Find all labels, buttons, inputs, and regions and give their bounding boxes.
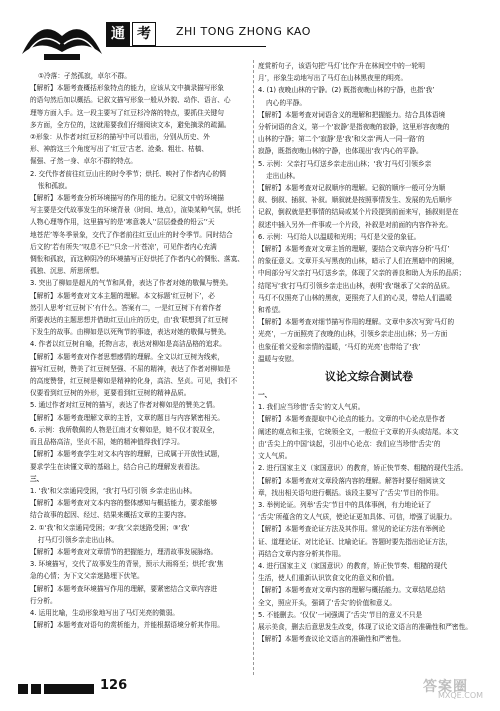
answer-line: 展示美食，删去后意思发生改变，体现了议论文语言的准确性和严密性。: [258, 622, 472, 631]
footer-bar: [44, 684, 94, 694]
answer-line: 结合故事的起因、经过、结果来概括文章的主要内容。: [30, 511, 191, 520]
watermark-logo: 答案圈: [423, 679, 468, 695]
watermark-url: MXQE.COM: [438, 691, 484, 700]
answer-line: 后文的‘若有所失’‘叹息不已’‘只余一片苍凉’，可见作者内心充满: [30, 242, 217, 251]
answer-line: ②形象：从作者对红豆杉的描写中可以看出，分别从历史、外: [30, 133, 210, 142]
answer-line: 描写红豆树，赞美了红豆树坚强、不屈的精神，表达了作者对柳如是: [30, 364, 231, 373]
answer-line: 【解析】本题考查环境描写作用的理解，要紧密结合文章内容进: [30, 584, 218, 593]
answer-line: 5. 不能删去。‘仅仅’一词强调了‘舌尖’节目的意义不只是: [258, 610, 423, 619]
answer-line: 走出山林。: [266, 171, 300, 180]
answer-line: 的语句然后加以概括。记叙文描写形象一般从外貌、动作、语言、心: [30, 96, 231, 105]
answer-line: 【解析】本题考查对细节描写作用的理解。文章中多次写到‘马灯的: [258, 318, 455, 327]
header-char: 考: [132, 22, 156, 46]
answer-line: 2. 进行国家主义（家国意识）的教育，矫正快节奏、粗糙的现代生活。: [258, 464, 468, 473]
answer-line: 马灯不仅照亮了山林的黑夜，更照亮了人们的心灵，带给人们温暖: [258, 293, 452, 302]
answer-line: 理等方面入手。这一段主要写了红豆杉冷落的特点，要抓住关键句: [30, 108, 224, 117]
answer-line: 而且品格高洁，坚贞不屈，她的精神值得我们学习。: [30, 438, 184, 447]
answer-line: 的高度赞誉，红豆树是柳如是精神的化身，高洁、坚贞。可见，我们不: [30, 377, 238, 386]
answer-line: 【解析】本题考查论证方法及其作用。常见的论证方法有举例论: [258, 525, 446, 534]
answer-line: 【解析】本题考查对文本内容的整体感知与概括能力，要求能够: [30, 499, 218, 508]
answer-line: 的象征意义。文章开头写黑夜的山林，暗示了人们在黑暗中的困境，: [258, 257, 459, 266]
footer-block: [18, 684, 28, 694]
answer-line: 文人气质。: [258, 452, 292, 461]
page-header: [18, 8, 311, 66]
answer-line: 2. ①‘我’和父亲通同受困；②‘我’父亲迷路受困；③‘我’: [30, 523, 190, 532]
answer-line: 急的心情；为下文父亲迷路埋下伏笔。: [30, 572, 144, 581]
answer-line: 怅和孤寂。: [38, 181, 72, 190]
answer-line: 惆怅和孤寂，而这种阴冷的环境描写正好烘托了作者内心的惆怅、落寞、: [30, 255, 244, 264]
answer-line: 所要表达的主题思想并借助红豆山庄的历史，由‘我’联想到了红豆树: [30, 316, 229, 325]
answer-line: 6. 示例：我所敬佩的人物是江南才女柳如是，她不仅才貌双全，: [30, 425, 220, 434]
answer-line: 地苍茫’等冬季景象，交代了作者前往红豆山庄的时令季节。同时结合: [30, 230, 233, 239]
answer-line: 【解析】本题考查议论文语言的准确性和严密性。: [258, 635, 406, 644]
answer-line: 倔强、孑然一身、卓尔不群的特点。: [30, 157, 137, 166]
answer-line: 4. 进行国家主义（家国意识）的教育，矫正快节奏、粗糙的现代: [258, 561, 448, 570]
answer-line: 6. 示例：马灯给人以温暖和光明；马灯是父爱的象征。: [258, 232, 421, 241]
answer-line: 生活，使人们重新认识饮食文化的意义和价值。: [258, 574, 399, 583]
answer-line: 【解析】本题考查对文章段落内容的理解。解答时要仔细阅读文: [258, 476, 446, 485]
section-number: 三、: [30, 474, 44, 483]
answer-line: 结尾写‘我’打马灯引领乡亲走出山林，表明‘我’继承了父亲的品质。: [258, 281, 454, 290]
answer-line: 寂静，既指夜晚山林的宁静，也体现出‘我’内心的平静。: [258, 147, 423, 156]
answer-line: 全文，照应开头，强调了‘舌尖’的价值和意义。: [258, 598, 396, 607]
answer-line: 1. 我们应当珍惜‘舌尖’的文人气质。: [258, 403, 365, 412]
answer-line: 证、道理论证、对比论证、比喻论证。答题时要先指出论证方法，: [258, 537, 452, 546]
answer-line: 【解析】本题考查对语句的赏析能力，并能根据语境分析其作用。: [30, 621, 224, 630]
answer-line: 【解析】本题考查学生对文本内容的理解，已成属于开放性试题，: [30, 450, 224, 459]
answer-line: ‘舌尖’所蕴含的文人气质，使论证更加具体、可信，增强了说服力。: [258, 513, 457, 522]
header-char: 通: [106, 22, 130, 46]
page-footer: [18, 676, 488, 702]
answer-line: 月’，形象生动地写出了马灯在山林黑夜里的明亮。: [258, 74, 408, 83]
answer-line: ①冷落：孑然孤寂，卓尔不群。: [38, 72, 131, 80]
answer-line: 孤独、沉思、所思所想。: [30, 267, 104, 276]
answer-line: 仅要看到红豆树的外形，更要看到红豆树的精神品质。: [30, 389, 191, 398]
answer-line: 和希望。: [258, 306, 285, 315]
header-subtitle: ZHI TONG ZHONG KAO: [176, 25, 311, 38]
book-logo-icon: [18, 8, 106, 66]
answer-line: 2. 交代作者前往红豆山庄的时令季节；烘托、映衬了作者内心的惆: [30, 169, 226, 178]
answer-line: 形、神韵这三个角度写出了‘红豆’古老、沧桑、粗壮、枯槁、: [30, 145, 209, 154]
answer-line: 【解析】本题考查概括形象特点的能力，应该从文中摘录描写形象: [30, 84, 224, 93]
answer-line: 记叙，倒叙就是把事情的结局或某个片段提到前面来写，插叙则是在: [258, 208, 459, 217]
answer-line: 温暖与安慰。: [258, 354, 299, 363]
answer-line: 1. ‘我’和父亲通同受困，‘我’打马灯引领 乡亲走出山林。: [30, 486, 197, 495]
answer-line: 人物心理等作用，这里描写的是‘寒意袭人’‘层层叠叠的铅云’‘天: [30, 218, 215, 227]
answer-line: 5. 通过作者对红豆树的描写，表达了作者对柳如是的赞美之情。: [30, 401, 220, 410]
answer-line: 也象征着父爱和亲情的温暖，‘马灯的光亮’也带给了‘我’: [258, 342, 421, 351]
left-column: [30, 70, 248, 631]
right-column: [258, 60, 480, 645]
column-divider: [253, 60, 254, 675]
answer-line: 中间部分写父亲打马灯送乡亲，体现了父亲的善良和助人为乐的品质；: [258, 269, 466, 278]
answer-line: 4. 运用比喻，生动形象地写出了马灯光亮的微弱。: [30, 608, 179, 617]
answer-line: 打马灯引领乡亲走出山林。: [38, 535, 119, 544]
answer-line: 阐述的观点和主张，它统领全文，一般位于文章的开头或结尾。本文: [258, 427, 459, 436]
answer-line: 然引人思考‘红豆树下’有什么。答案有二，一是红豆树下有着作者: [30, 303, 222, 312]
page-number: 126: [100, 678, 128, 693]
answer-line: 4. (1) 夜晚山林的宁静。(2) 既指夜晚山林的宁静，也指‘我’: [258, 86, 435, 95]
answer-line: 行分析。: [30, 596, 57, 605]
answer-line: 分析词语的含义，第一个‘寂静’是指夜晚的寂静，这里形容夜晚的: [258, 123, 450, 132]
answer-line: 5. 示例：父亲打马灯送乡亲走出山林；‘我’打马灯引领乡亲: [258, 159, 432, 168]
answer-line: 【解析】本题考查分析环境描写的作用的能力。记叙文中的环境描: [30, 194, 224, 203]
answer-line: 写主要是交代故事发生的环境背景（时间、地点），渲染某种气氛，烘托: [30, 206, 241, 215]
header-title-chars: [106, 22, 156, 44]
answer-line: 【解析】本题考查理解文章的主旨，文章的题目与内容紧密相关。: [30, 413, 224, 422]
answer-line: 【解析】本题考查对文本主题的理解。本文标题‘红豆树下’，必: [30, 291, 215, 300]
header-rule: [106, 46, 266, 47]
answer-line: 3. 突出了柳如是超凡的气节和风骨，表达了作者对她的敬佩与赞美。: [30, 279, 233, 288]
answer-line: 【解析】本题考查对文章主旨的理解，要结合文章内容分析‘马灯’: [258, 245, 450, 254]
section-title: 议论文综合测试卷: [325, 370, 413, 384]
answer-line: 多方面，全方位的，这就需要我们仔细阅读文本，避免摘录的疏漏。: [30, 120, 231, 129]
answer-line: 再结合文章内容分析其作用。: [258, 549, 345, 558]
answer-line: 内心的平静。: [266, 98, 307, 107]
answer-line: 度赏析句子，该语句把‘马灯’比作‘升在林间空中的一轮明: [258, 62, 425, 70]
answer-line: 叙、倒叙、插叙、补叙。顺叙就是按照事情发生、发展的先后顺序: [258, 196, 452, 205]
answer-line: 【解析】本题考查对文章内容的理解与概括能力。文章结尾总结: [258, 586, 446, 595]
answer-line: 【解析】本题考查对记叙顺序的理解。记叙的顺序一般可分为顺: [258, 184, 446, 193]
footer-block: [31, 684, 41, 694]
answer-line: 【解析】本题考查提取中心论点的能力。文章的中心论点是作者: [258, 415, 446, 424]
answer-line: 山林的宁静；第二个‘寂静’是‘我’和父亲‘两人一同一路’的: [258, 135, 425, 144]
answer-line: 【解析】本题考查对作者思想感情的理解。全文以红豆树为线索，: [30, 352, 224, 361]
answer-line: 3. 环境描写，交代了故事发生的背景，预示大雨将至；烘托‘我’焦: [30, 560, 224, 569]
answer-line: 叙述中插入另外一件事或一个片段，补叙是对前面的内容作补充。: [258, 220, 452, 229]
answer-line: 要求学生在读懂文章的基础上，结合自己的理解发表看法。: [30, 462, 204, 471]
answer-line: 4. 作者以红豆树自喻，托物言志，表达对柳如是高洁品格的追求。: [30, 340, 226, 349]
answer-line: 【解析】本题考查对词语含义的理解和把握能力。结合具体语境: [258, 110, 446, 119]
section-number: 一、: [258, 391, 272, 400]
answer-line: 由‘舌尖上的中国’谈起，引出中心论点：我们应当珍惜‘舌尖’的: [258, 439, 441, 448]
answer-line: 章，找出相关语句进行概括。该段主要写了‘舌尖’节目的作用。: [258, 488, 443, 497]
answer-line: 光亮’，一方面照亮了夜晚的山林，引领乡亲走出山林；另一方面: [258, 330, 448, 339]
answer-line: 下发生的故事。由柳如是以死殉节的事迹，表达对她的敬佩与赞美。: [30, 328, 231, 337]
answer-line: 3. 举例论证。列举‘舌尖’节目中的具体事例，有力地论证了: [258, 500, 432, 509]
answer-line: 【解析】本题考查对文章情节的把握能力，理清故事发展脉络。: [30, 547, 218, 556]
